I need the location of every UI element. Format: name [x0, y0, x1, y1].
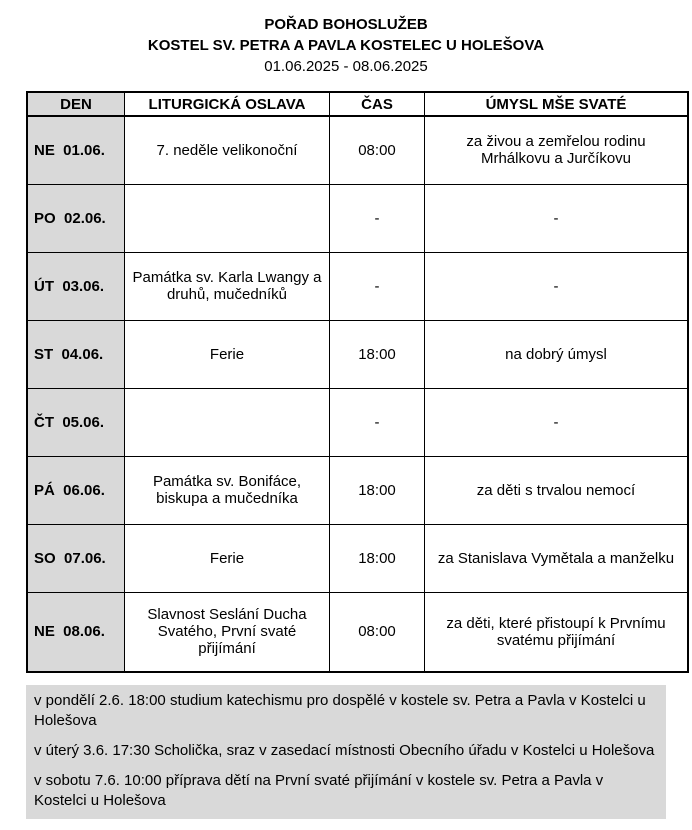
- cell-den: NE 08.06.: [27, 592, 125, 672]
- cell-umysl: za děti s trvalou nemocí: [425, 456, 689, 524]
- document-subtitle: KOSTEL SV. PETRA A PAVLA KOSTELEC U HOLEŠOVA: [147, 37, 545, 54]
- cell-oslava: Památka sv. Karla Lwangy a druhů, mučedníků: [125, 252, 330, 320]
- table-row: [27, 320, 688, 388]
- cell-cas: -: [330, 184, 425, 252]
- cell-oslava: 7. neděle velikonoční: [125, 116, 330, 184]
- cell-umysl: za živou a zemřelou rodinu Mrhálkovu a Jurčíkovu: [425, 116, 689, 184]
- cell-den: ČT 05.06.: [27, 388, 125, 456]
- cell-den: PO 02.06.: [27, 184, 125, 252]
- table-row: [27, 592, 688, 672]
- cell-umysl: za Stanislava Vymětala a manželku: [425, 524, 689, 592]
- document-title: POŘAD BOHOSLUŽEB: [264, 16, 428, 33]
- header-den: DEN: [27, 92, 125, 116]
- mass-schedule-table: [26, 91, 689, 673]
- table-row: [27, 524, 688, 592]
- table-row: [27, 116, 688, 184]
- cell-cas: 08:00: [330, 592, 425, 672]
- cell-cas: -: [330, 388, 425, 456]
- table-header-row: [27, 92, 688, 116]
- cell-cas: 08:00: [330, 116, 425, 184]
- cell-umysl: na dobrý úmysl: [425, 320, 689, 388]
- cell-oslava: [125, 388, 330, 456]
- announcements-block: [26, 685, 666, 819]
- table-row: [27, 456, 688, 524]
- cell-cas: 18:00: [330, 320, 425, 388]
- cell-cas: 18:00: [330, 456, 425, 524]
- cell-den: SO 07.06.: [27, 524, 125, 592]
- cell-den: ÚT 03.06.: [27, 252, 125, 320]
- table-row: [27, 252, 688, 320]
- cell-umysl: -: [425, 184, 689, 252]
- cell-oslava: [125, 184, 330, 252]
- cell-oslava: Slavnost Seslání Ducha Svatého, První svaté přijímání: [125, 592, 330, 672]
- announcement-note: v sobotu 7.6. 10:00 příprava dětí na První svaté přijímání v kostele sv. Petra a Pavla v Kostelci u Holešova: [34, 772, 604, 809]
- cell-umysl: -: [425, 388, 689, 456]
- cell-oslava: Ferie: [125, 524, 330, 592]
- cell-den: ST 04.06.: [27, 320, 125, 388]
- announcement-note: v pondělí 2.6. 18:00 studium katechismu pro dospělé v kostele sv. Petra a Pavla v Kostelci u Holešova: [34, 692, 646, 729]
- date-range: 01.06.2025 - 08.06.2025: [264, 58, 428, 75]
- cell-oslava: Ferie: [125, 320, 330, 388]
- table-row: [27, 184, 688, 252]
- cell-umysl: -: [425, 252, 689, 320]
- cell-cas: -: [330, 252, 425, 320]
- table-row: [27, 388, 688, 456]
- cell-oslava: Památka sv. Bonifáce, biskupa a mučedníka: [125, 456, 330, 524]
- title-block: [26, 14, 666, 77]
- cell-den: NE 01.06.: [27, 116, 125, 184]
- announcement-note: v úterý 3.6. 17:30 Scholička, sraz v zasedací místnosti Obecního úřadu v Kostelci u Holešova: [34, 742, 655, 759]
- header-cas: ČAS: [330, 92, 425, 116]
- cell-umysl: za děti, které přistoupí k Prvnímu svatému přijímání: [425, 592, 689, 672]
- cell-den: PÁ 06.06.: [27, 456, 125, 524]
- header-oslava: LITURGICKÁ OSLAVA: [125, 92, 330, 116]
- cell-cas: 18:00: [330, 524, 425, 592]
- header-umysl: ÚMYSL MŠE SVATÉ: [425, 92, 689, 116]
